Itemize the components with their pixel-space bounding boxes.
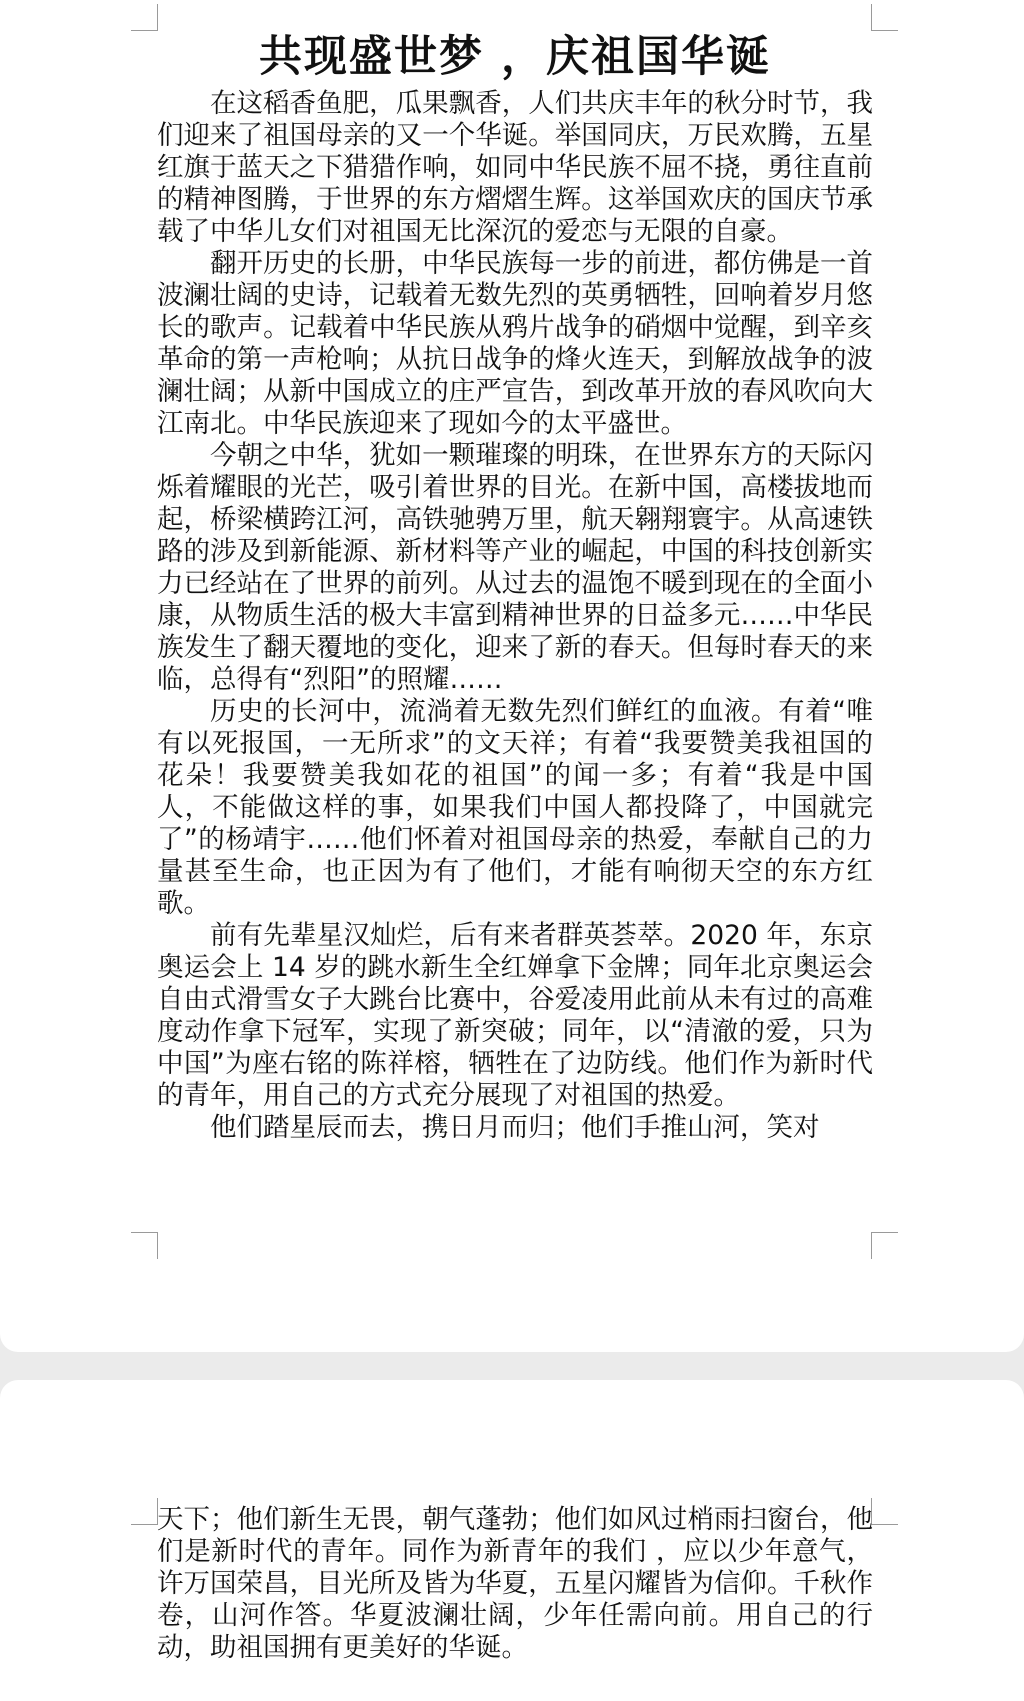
paragraph-4: 历史的长河中，流淌着无数先烈们鲜红的血液。有着“唯有以死报国，一无所求”的文天祥；有着“我要赞美我祖国的花朵！我要赞美我如花的祖国”的闻一多；有着“我是中国人，不能做这样的事，如果我们中国人都投降了，中国就完了”的杨靖宇……他们怀着对祖国母亲的热爱，奉献自己的力量甚至生命，也正因为有了他们，才能有响彻天空的东方红歌。 (157, 696, 873, 919)
crop-mark-bottom-right (871, 1232, 898, 1259)
crop-mark-top-left (131, 1498, 158, 1525)
page-2-body[interactable] (157, 1504, 873, 1664)
crop-mark-top-left (131, 4, 158, 31)
paragraph-2: 翻开历史的长册，中华民族每一步的前进，都仿佛是一首波澜壮阔的史诗，记载着无数先烈的英勇牺牲，回响着岁月悠长的歌声。记载着中华民族从鸦片战争的硝烟中觉醒，到辛亥革命的第一声枪响；从抗日战争的烽火连天，到解放战争的波澜壮阔；从新中国成立的庄严宣告，到改革开放的春风吹向大江南北。中华民族迎来了现如今的太平盛世。 (157, 248, 873, 439)
crop-mark-bottom-left (131, 1232, 158, 1259)
paragraph-6-continued: 天下；他们新生无畏，朝气蓬勃；他们如风过梢雨扫窗台，他们是新时代的青年。同作为新青年的我们 ，应以少年意气，许万国荣昌，目光所及皆为华夏，五星闪耀皆为信仰。千秋作卷，山河作答。华夏波澜壮阔，少年任需向前。用自己的行动，助祖国拥有更美好的华诞。 (157, 1504, 873, 1663)
paragraph-5: 前有先辈星汉灿烂，后有来者群英荟萃。2020 年，东京奥运会上 14 岁的跳水新生全红婵拿下金牌；同年北京奥运会自由式滑雪女子大跳台比赛中，谷爱凌用此前从未有过的高难度动作拿下冠军，实现了新突破；同年，以“清澈的爱，只为中国”为座右铭的陈祥榕，牺牲在了边防线。他们作为新时代的青年，用自己的方式充分展现了对祖国的热爱。 (157, 920, 873, 1111)
paragraph-3: 今朝之中华，犹如一颗璀璨的明珠，在世界东方的天际闪烁着耀眼的光芒，吸引着世界的目光。在新中国，高楼拔地而起，桥梁横跨江河，高铁驰骋万里，航天翱翔寰宇。从高速铁路的涉及到新能源、新材料等产业的崛起，中国的科技创新实力已经站在了世界的前列。从过去的温饱不暖到现在的全面小康，从物质生活的极大丰富到精神世界的日益多元……中华民族发生了翻天覆地的变化，迎来了新的春天。但每时春天的来临，总得有“烈阳”的照耀…… (157, 440, 873, 695)
document-page-2 (0, 1380, 1024, 1701)
document-title: 共现盛世梦 ，庆祖国华诞 (259, 32, 771, 82)
page-1-body[interactable] (157, 26, 873, 1144)
crop-mark-top-right (871, 4, 898, 31)
paragraph-6: 他们踏星辰而去，携日月而归；他们手推山河，笑对 (210, 1112, 820, 1143)
crop-mark-top-right (871, 1498, 898, 1525)
paragraph-1: 在这稻香鱼肥，瓜果飘香，人们共庆丰年的秋分时节，我们迎来了祖国母亲的又一个华诞。举国同庆，万民欢腾，五星红旗于蓝天之下猎猎作响，如同中华民族不屈不挠，勇往直前的精神图腾，于世界的东方熠熠生辉。这举国欢庆的国庆节承载了中华儿女们对祖国无比深沉的爱恋与无限的自豪。 (157, 88, 873, 247)
